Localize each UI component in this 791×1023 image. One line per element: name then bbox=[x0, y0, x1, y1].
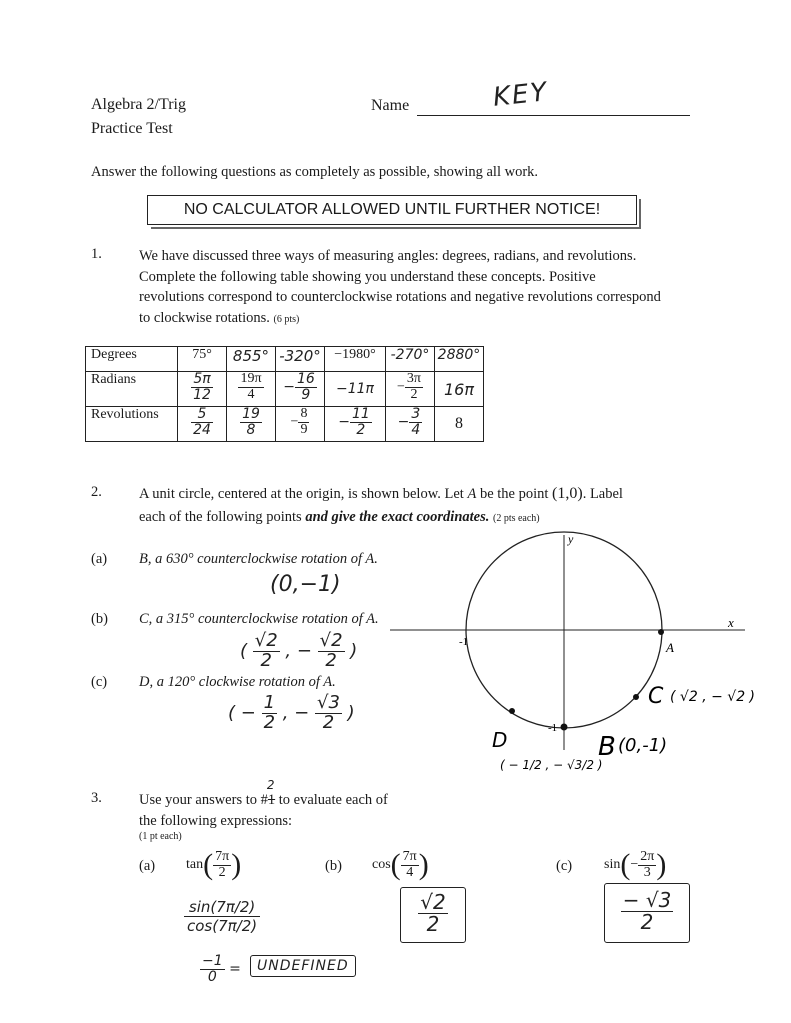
name-label: Name bbox=[371, 97, 410, 114]
q1-line-3: revolutions correspond to counterclockwise rotations and negative revolutions correspond bbox=[139, 289, 661, 305]
unit-circle-graph bbox=[360, 525, 790, 790]
q1-line-2: Complete the following table showing you understand these concepts. Positive bbox=[139, 268, 596, 285]
q3-line-1: Use your answers to #1 2 to evaluate each of bbox=[139, 790, 459, 811]
x-axis-label: x bbox=[728, 615, 734, 630]
name-value: KEY bbox=[491, 77, 550, 113]
point-c-dot bbox=[633, 694, 639, 700]
q2c-answer: ( − $\frac{1}{2}$ , − $\frac{√3}{2}$ ) bbox=[228, 692, 355, 733]
y-axis-label: y bbox=[568, 532, 574, 546]
q2-points: (2 pts each) bbox=[492, 512, 540, 524]
cell-rev-4: − $\frac{11}{2}$ bbox=[325, 407, 386, 442]
row-label-revolutions: Revolutions bbox=[86, 407, 178, 442]
q2b-text: C, a 315° counterclockwise rotation of A. bbox=[139, 611, 379, 627]
q3c-expression: sin(− $\frac{2\pi}{3}$ ) bbox=[604, 848, 667, 881]
q2c-label: (c) bbox=[91, 674, 108, 690]
cell-rev-5: − $\frac{3}{4}$ bbox=[386, 407, 435, 442]
tick-neg1-x: -1 bbox=[459, 636, 469, 648]
cell-deg-1: 75° bbox=[178, 347, 227, 372]
cell-deg-5: -270° bbox=[386, 347, 435, 372]
row-label-radians: Radians bbox=[86, 372, 178, 407]
q3-line-2: the following expressions: bbox=[139, 812, 293, 829]
q2-number: 2. bbox=[91, 484, 102, 500]
q2a-text: B, a 630° counterclockwise rotation of A. bbox=[139, 551, 378, 567]
cell-rad-6: 16π bbox=[435, 372, 484, 407]
q3b-expression: cos( $\frac{7\pi}{4}$ ) bbox=[372, 848, 429, 881]
cell-rev-6: 8 bbox=[435, 407, 484, 442]
point-c-coords: ( √2 , − √2 ) bbox=[670, 689, 756, 705]
q3a-result-fraction: $\frac{-1}{0}$ = bbox=[202, 953, 241, 985]
q3b-answer-box: $\frac{√2}{2}$ bbox=[400, 887, 466, 943]
cell-deg-4: −1980° bbox=[325, 347, 386, 372]
q2b-answer: ( $\frac{√2}{2}$ , − $\frac{√2}{2}$ ) bbox=[240, 630, 358, 671]
name-line bbox=[417, 115, 690, 116]
point-b-coords: (0,-1) bbox=[618, 735, 668, 756]
q3c-answer-box: $\frac{- √3}{2}$ bbox=[604, 883, 690, 943]
q1-line-4: to clockwise rotations. (6 pts) bbox=[139, 309, 300, 326]
q2-text bbox=[139, 484, 709, 529]
point-a-dot bbox=[658, 629, 664, 635]
cell-deg-6: 2880° bbox=[435, 347, 484, 372]
table-row bbox=[86, 407, 484, 442]
q2b-label: (b) bbox=[91, 611, 108, 627]
point-d-dot bbox=[509, 708, 515, 714]
q2a-answer: (0,−1) bbox=[270, 572, 341, 597]
no-calculator-banner: NO CALCULATOR ALLOWED UNTIL FURTHER NOTICE! bbox=[147, 195, 637, 225]
q2a-label: (a) bbox=[91, 551, 108, 567]
row-label-degrees: Degrees bbox=[86, 347, 178, 372]
q3-text bbox=[139, 778, 459, 843]
cell-rad-4: −11π bbox=[325, 372, 386, 407]
instructions: Answer the following questions as completely as possible, showing all work. bbox=[91, 164, 539, 180]
cell-rad-1: $\frac{5\pi}{12}$ bbox=[178, 372, 227, 407]
point-b-dot bbox=[561, 724, 568, 731]
cell-rev-2: $\frac{19}{8}$ bbox=[227, 407, 276, 442]
point-c-label: C bbox=[648, 684, 664, 709]
test-title: Practice Test bbox=[91, 120, 173, 137]
cell-rad-2: $\frac{19\pi}{4}$ bbox=[227, 372, 276, 407]
cell-rev-3: − $\frac{8}{9}$ bbox=[276, 407, 325, 442]
q1-points: (6 pts) bbox=[273, 313, 300, 325]
q3b-label: (b) bbox=[325, 858, 342, 874]
q1-number: 1. bbox=[91, 246, 102, 262]
table-row bbox=[86, 372, 484, 407]
q3a-work: sin(7π/2) cos(7π/2) bbox=[184, 898, 260, 935]
q2-line-1: A unit circle, centered at the origin, is shown below. Let A be the point (1,0). Label bbox=[139, 485, 623, 502]
q3a-answer-box: UNDEFINED bbox=[250, 955, 356, 977]
q2c-text: D, a 120° clockwise rotation of A. bbox=[139, 674, 336, 690]
point-d-label: D bbox=[492, 728, 508, 752]
point-a-label: A bbox=[666, 640, 674, 655]
tick-neg1-y: -1 bbox=[548, 722, 558, 734]
cell-rev-1: $\frac{5}{24}$ bbox=[178, 407, 227, 442]
q3a-label: (a) bbox=[139, 858, 156, 874]
q2-line-2: each of the following points and give the exact coordinates. (2 pts each) bbox=[139, 508, 540, 525]
q1-line-1: We have discussed three ways of measuring angles: degrees, radians, and revolutions. bbox=[139, 248, 637, 264]
cell-deg-2: 855° bbox=[227, 347, 276, 372]
angle-conversion-table bbox=[85, 346, 484, 442]
cell-deg-3: -320° bbox=[276, 347, 325, 372]
q3-number: 3. bbox=[91, 790, 102, 806]
course-title: Algebra 2/Trig bbox=[91, 96, 186, 113]
q3a-expression: tan( $\frac{7\pi}{2}$ ) bbox=[186, 848, 242, 881]
cell-rad-3: − $\frac{16}{9}$ bbox=[276, 372, 325, 407]
point-d-coords: ( − 1/2 , − √3/2 ) bbox=[500, 758, 603, 772]
q3-points: (1 pt each) bbox=[139, 831, 182, 842]
table-row bbox=[86, 347, 484, 372]
q3c-label: (c) bbox=[556, 858, 573, 874]
q3-correction: 2 bbox=[266, 778, 275, 792]
cell-rad-5: − $\frac{3\pi}{2}$ bbox=[386, 372, 435, 407]
q1-text bbox=[139, 246, 709, 330]
point-b-label: B bbox=[598, 732, 616, 762]
